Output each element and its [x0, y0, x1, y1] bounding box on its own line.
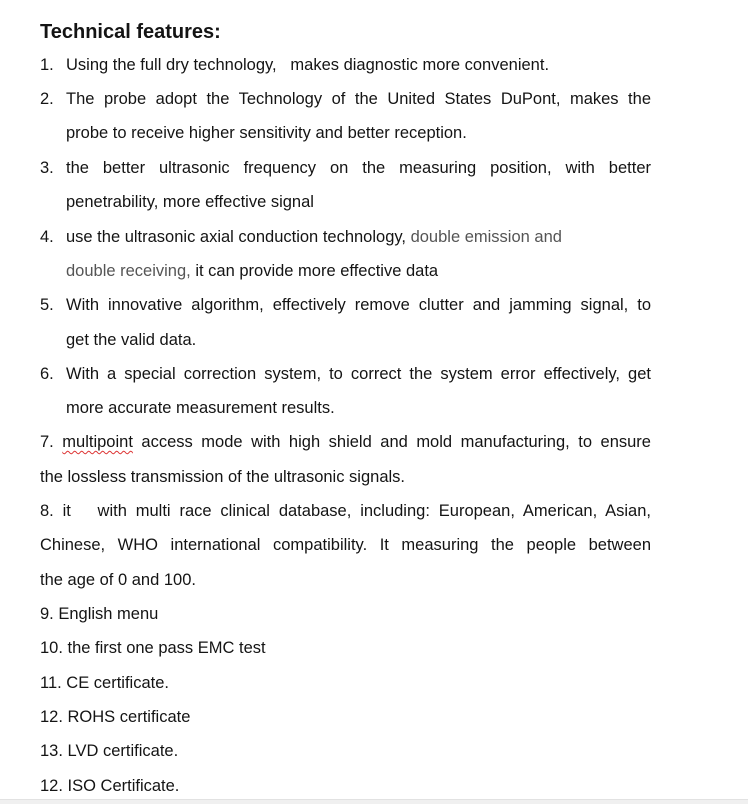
item-text: [66, 260, 438, 282]
item-text-segment-gray: double receiving,: [66, 262, 191, 280]
item-text: 12. ISO Certificate.: [40, 777, 180, 795]
item-number: 2.: [40, 90, 54, 108]
item-text: probe to receive higher sensitivity and better reception.: [66, 124, 467, 142]
item-text: the age of 0 and 100.: [40, 571, 196, 589]
item-text: 10. the first one pass EMC test: [40, 639, 266, 657]
item-text: the better ultrasonic frequency on the measuring position, with better: [66, 159, 651, 177]
item-text: 12. ROHS certificate: [40, 708, 191, 726]
page-bottom-edge: [0, 799, 748, 804]
item-text: [66, 226, 562, 248]
item-text: Using the full dry technology, makes diagnostic more convenient.: [66, 56, 550, 74]
item-number: 1.: [40, 56, 54, 74]
item-text-segment-gray: double emission and: [410, 228, 562, 246]
item-text-segment: access mode with high shield and mold manufacturing, to ensure: [132, 433, 651, 451]
document-title: Technical features:: [40, 21, 221, 43]
item-text: 8. it with multi race clinical database, including: European, American, Asian,: [40, 502, 651, 520]
item-text: 11. CE certificate.: [40, 674, 169, 692]
item-number: 5.: [40, 296, 54, 314]
item-text: 13. LVD certificate.: [40, 742, 179, 760]
item-text: 9. English menu: [40, 605, 159, 623]
item-text: the lossless transmission of the ultrasonic signals.: [40, 468, 405, 486]
item-number: 6.: [40, 365, 54, 383]
item-text: penetrability, more effective signal: [66, 193, 314, 211]
item-text: With innovative algorithm, effectively remove clutter and jamming signal, to: [66, 296, 651, 314]
item-text-segment: use the ultrasonic axial conduction technology,: [66, 228, 411, 246]
spellcheck-underlined-word: multipoint: [62, 433, 133, 451]
item-number: 3.: [40, 159, 54, 177]
item-text: [40, 431, 651, 453]
item-number: 4.: [40, 228, 54, 246]
item-text: Chinese, WHO international compatibility. It measuring the people between: [40, 536, 651, 554]
item-text: With a special correction system, to correct the system error effectively, get: [66, 365, 651, 383]
item-number: 7.: [40, 433, 63, 451]
item-text: more accurate measurement results.: [66, 399, 335, 417]
item-text: The probe adopt the Technology of the United States DuPont, makes the: [66, 90, 651, 108]
item-text-segment: it can provide more effective data: [190, 262, 439, 280]
item-text: get the valid data.: [66, 331, 197, 349]
